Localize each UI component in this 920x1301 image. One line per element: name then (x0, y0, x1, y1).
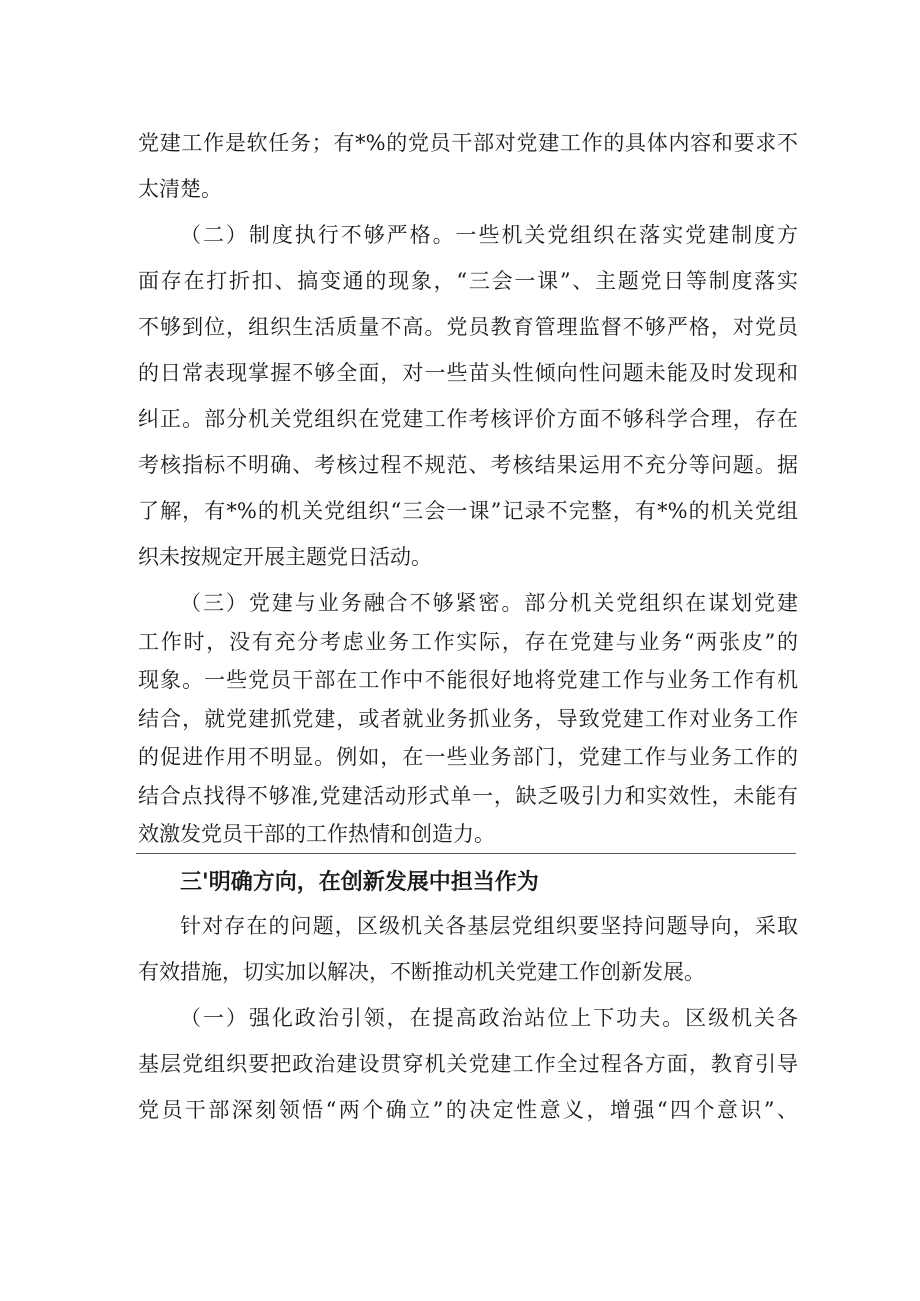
paragraph-line: 有效措施，切实加以解决，不断推动机关党建工作创新发展。 (138, 960, 705, 984)
paragraph-line: 面存在打折扣、搞变通的现象，“三会一课”、主题党日等制度落实 (138, 269, 798, 293)
paragraph-line: （二）制度执行不够严格。一些机关党组织在落实党建制度方 (180, 223, 798, 247)
paragraph-line: 现象。一些党员干部在工作中不能很好地将党建工作与业务工作有机 (138, 668, 798, 692)
paragraph-line: 结合点找得不够准,党建活动形式单一，缺乏吸引力和实效性，未能有 (138, 783, 798, 808)
paragraph-line: （三）党建与业务融合不够紧密。部分机关党组织在谋划党建 (180, 591, 798, 615)
paragraph-line: 党员干部深刻领悟“两个确立”的决定性意义，增强“四个意识”、 (138, 1098, 798, 1122)
paragraph-line: 工作时，没有充分考虑业务工作实际，存在党建与业务“两张皮”的 (138, 629, 798, 654)
paragraph-line: 太清楚。 (138, 177, 222, 201)
paragraph-line: 效激发党员干部的工作热情和创造力。 (138, 822, 495, 846)
paragraph-line: 基层党组织要把政治建设贯穿机关党建工作全过程各方面，教育引导 (138, 1052, 798, 1076)
paragraph-line: （一）强化政治引领，在提高政治站位上下功夫。区级机关各 (180, 1006, 798, 1030)
paragraph-line: 针对存在的问题，区级机关各基层党组织要坚持问题导向，采取 (180, 914, 798, 938)
paragraph-line: 党建工作是软任务；有*%的党员干部对党建工作的具体内容和要求不 (138, 131, 798, 155)
paragraph-line: 纠正。部分机关党组织在党建工作考核评价方面不够科学合理，存在 (138, 407, 798, 431)
paragraph-line: 了解，有*%的机关党组织“三会一课”记录不完整，有*%的机关党组 (138, 499, 798, 523)
paragraph-line: 的日常表现掌握不够全面，对一些苗头性倾向性问题未能及时发现和 (138, 361, 798, 385)
paragraph-line: 织未按规定开展主题党日活动。 (138, 545, 432, 569)
paragraph-line: 结合，就党建抓党建，或者就业务抓业务，导致党建工作对业务工作 (138, 706, 798, 731)
section-divider (136, 853, 796, 854)
paragraph-line: 不够到位，组织生活质量不高。党员教育管理监督不够严格，对党员 (138, 315, 798, 339)
paragraph-line: 的促进作用不明显。例如，在一些业务部门，党建工作与业务工作的 (138, 745, 798, 769)
section-heading: 三'明确方向，在创新发展中担当作为 (180, 870, 539, 895)
paragraph-line: 考核指标不明确、考核过程不规范、考核结果运用不充分等问题。据 (138, 453, 798, 477)
